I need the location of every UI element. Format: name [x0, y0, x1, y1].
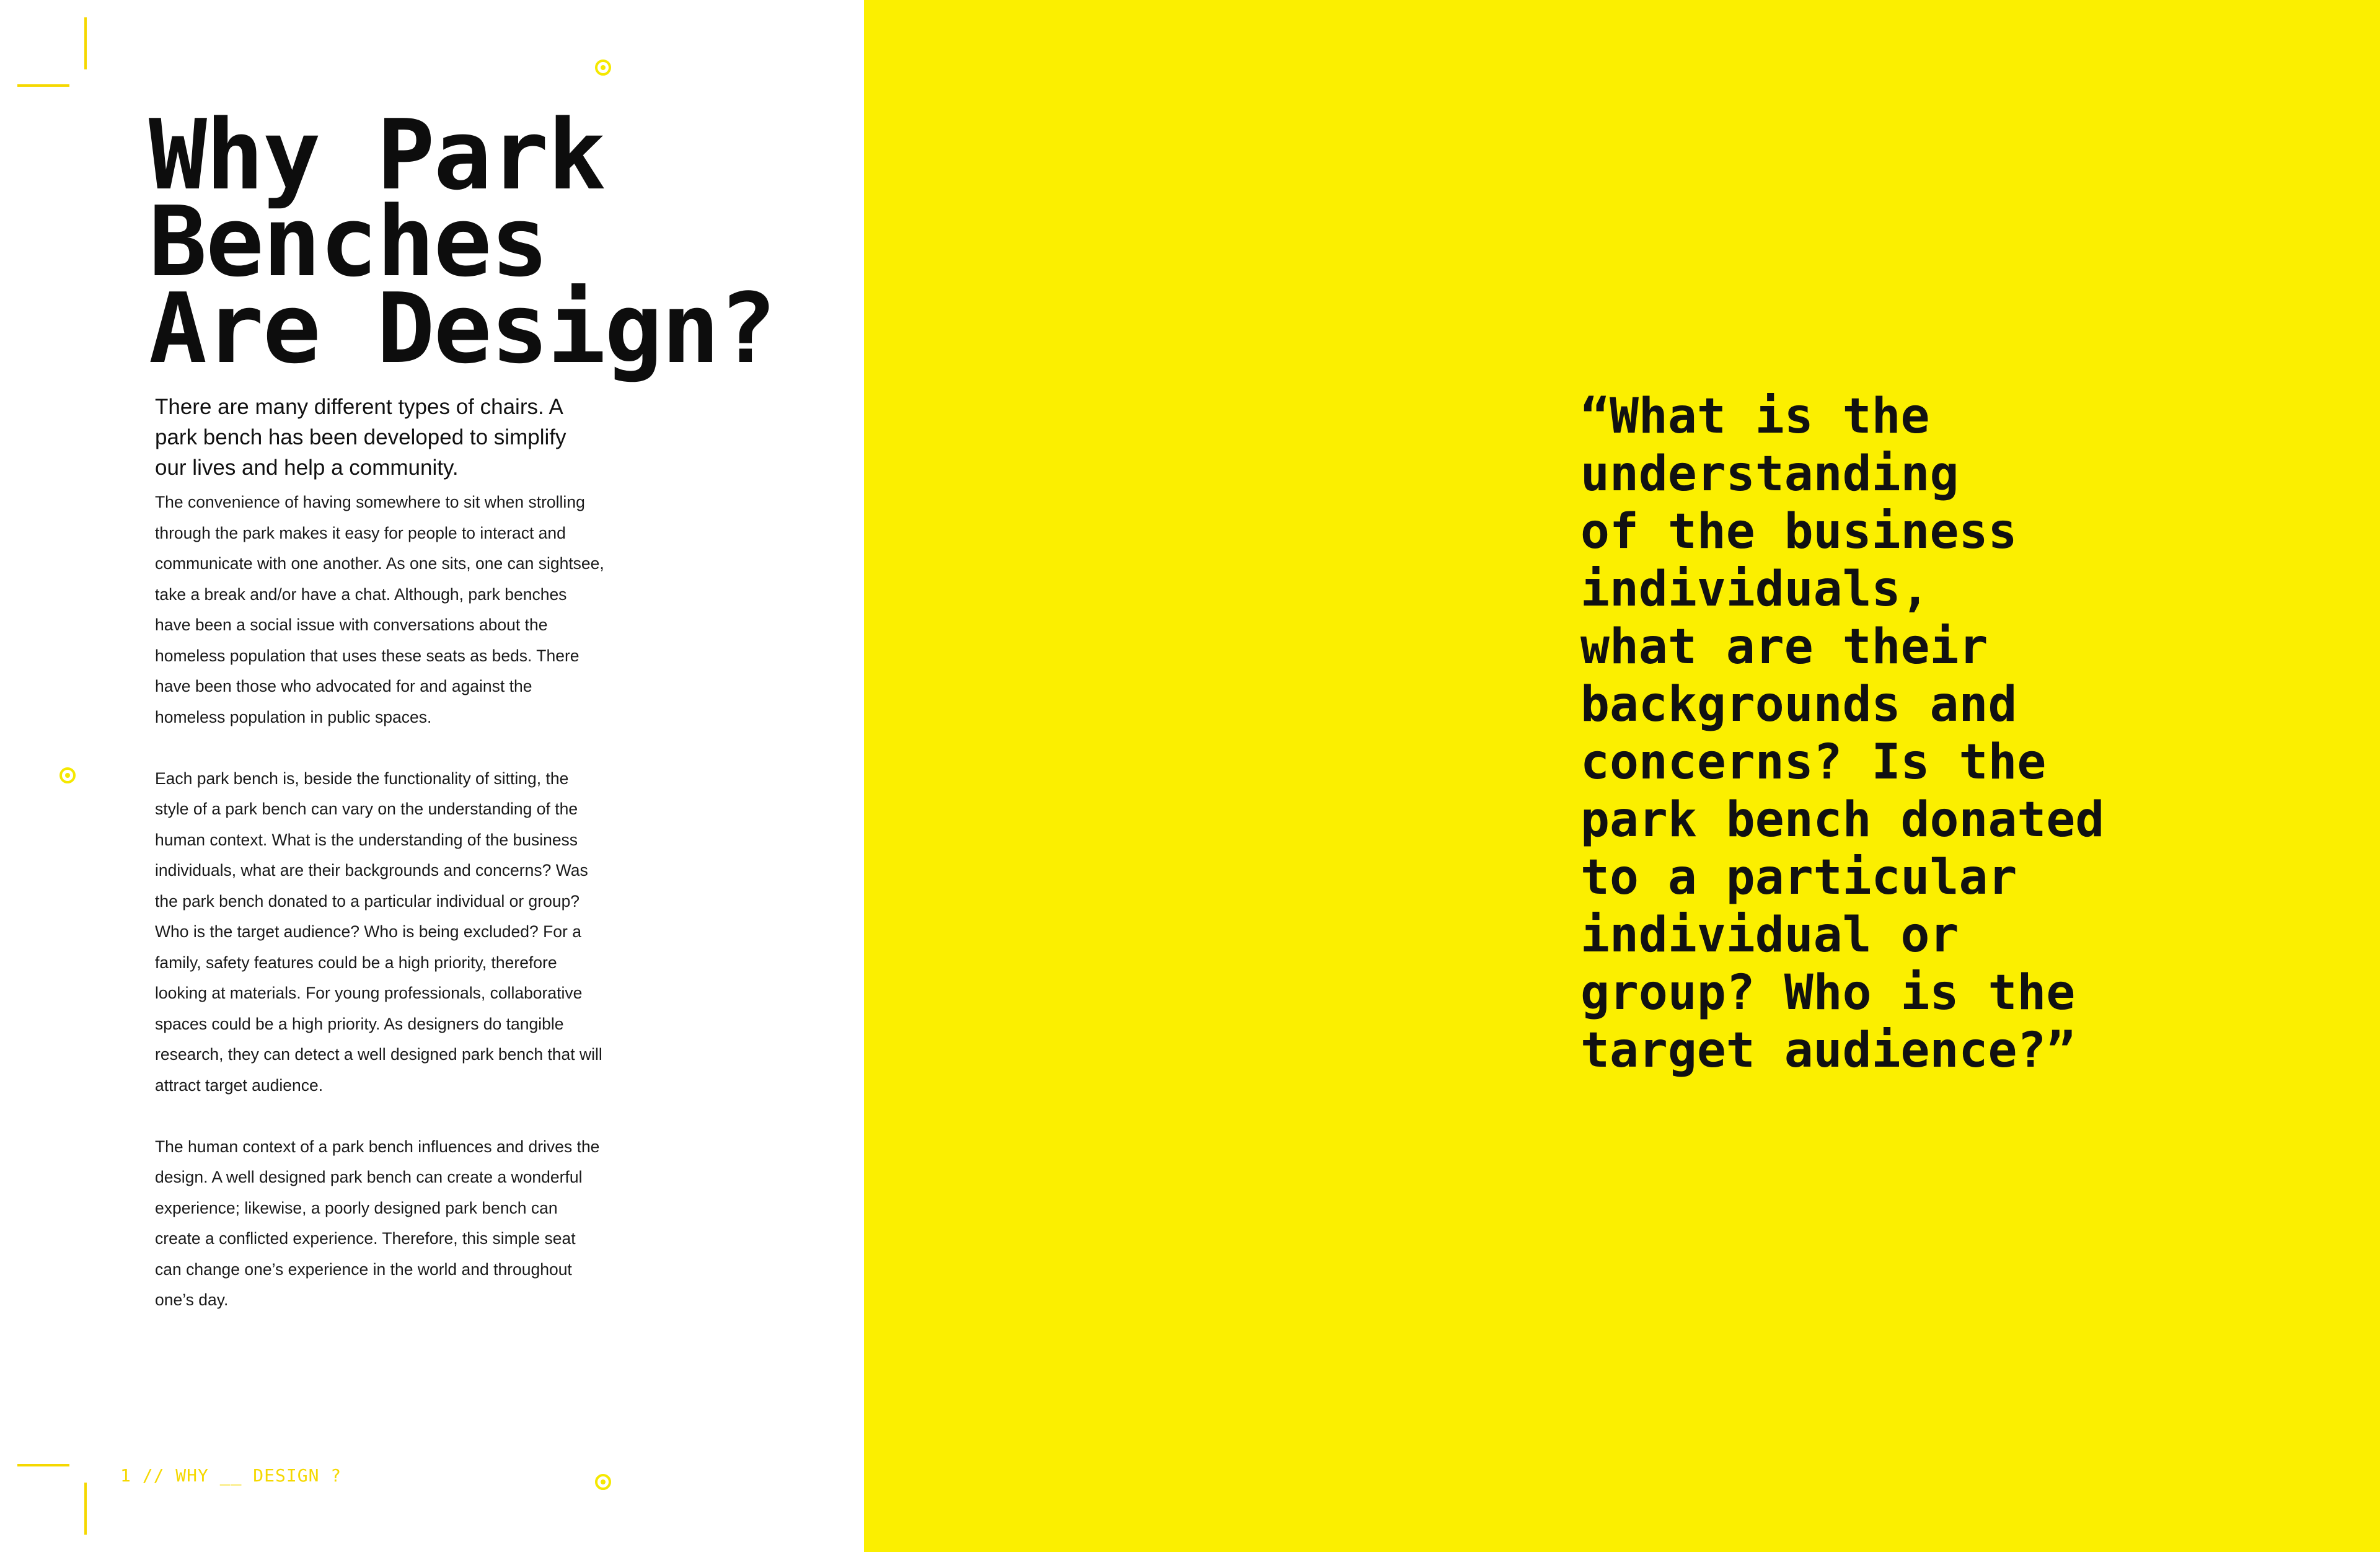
quote-line: to a particular	[1580, 850, 2017, 906]
body-paragraph: The human context of a park bench influences and drives the design. A well designed park bench can create a wonderful experience; likewise, a poorly designed park bench can create a conflicted experience. Therefore, this simple seat can change one’s experience in the world and throughout one’s day.	[155, 1137, 600, 1309]
left-page	[0, 0, 864, 1552]
title-line: Are Design?	[149, 272, 776, 385]
title-line: Benches	[149, 185, 548, 298]
crop-mark-top-horizontal	[17, 84, 69, 87]
quote-line: concerns? Is the	[1580, 734, 2047, 790]
crop-mark-bottom-horizontal	[17, 1464, 69, 1466]
crop-mark-bottom-vertical	[84, 1483, 87, 1535]
quote-line: backgrounds and	[1580, 677, 2017, 733]
quote-line: group? Who is the	[1580, 965, 2076, 1021]
registration-target-icon	[60, 767, 76, 783]
body-text	[155, 487, 606, 1346]
page-title	[149, 99, 862, 385]
body-paragraph: The convenience of having somewhere to sit when strolling through the park makes it easy for people to interact and communicate with one another. As one sits, one can sightsee, take a break and/or have a chat. Although, park benches have been a social issue with conversations about the homeless population that uses these seats as beds. There have been those who advocated for and against the homeless population in public spaces.	[155, 493, 604, 726]
page-footer-label: 1 // WHY __ DESIGN ?	[120, 1465, 342, 1486]
crop-mark-top-vertical	[84, 17, 87, 69]
body-paragraph: Each park bench is, beside the functionality of sitting, the style of a park bench can vary on the understanding of the human context. What is the understanding of the business individuals, what are their backgrounds and concerns? Was the park bench donated to a particular individual or group? Who is the target audience? Who is being excluded? For a family, safety features could be a high priority, therefore looking at materials. For young professionals, collaborative spaces could be a high priority. As designers do tangible research, they can detect a well designed park bench that will attract target audience.	[155, 769, 602, 1095]
pull-quote	[1580, 388, 2324, 1080]
quote-line: individual or	[1580, 907, 1959, 963]
registration-target-icon	[595, 60, 611, 76]
quote-line: of the business	[1580, 504, 2017, 560]
quote-line: understanding	[1580, 446, 1959, 502]
quote-line: target audience?”	[1580, 1023, 2076, 1078]
quote-line: individuals,	[1580, 562, 1930, 617]
lede-paragraph: There are many different types of chairs. A park bench has been developed to simplify our lives and help a community.	[155, 395, 566, 480]
quote-line: what are their	[1580, 619, 1988, 675]
registration-target-icon	[595, 1474, 611, 1490]
quote-line: park bench donated	[1580, 792, 2105, 848]
title-line: Why Park	[149, 99, 605, 211]
quote-line: “What is the	[1580, 389, 1930, 444]
